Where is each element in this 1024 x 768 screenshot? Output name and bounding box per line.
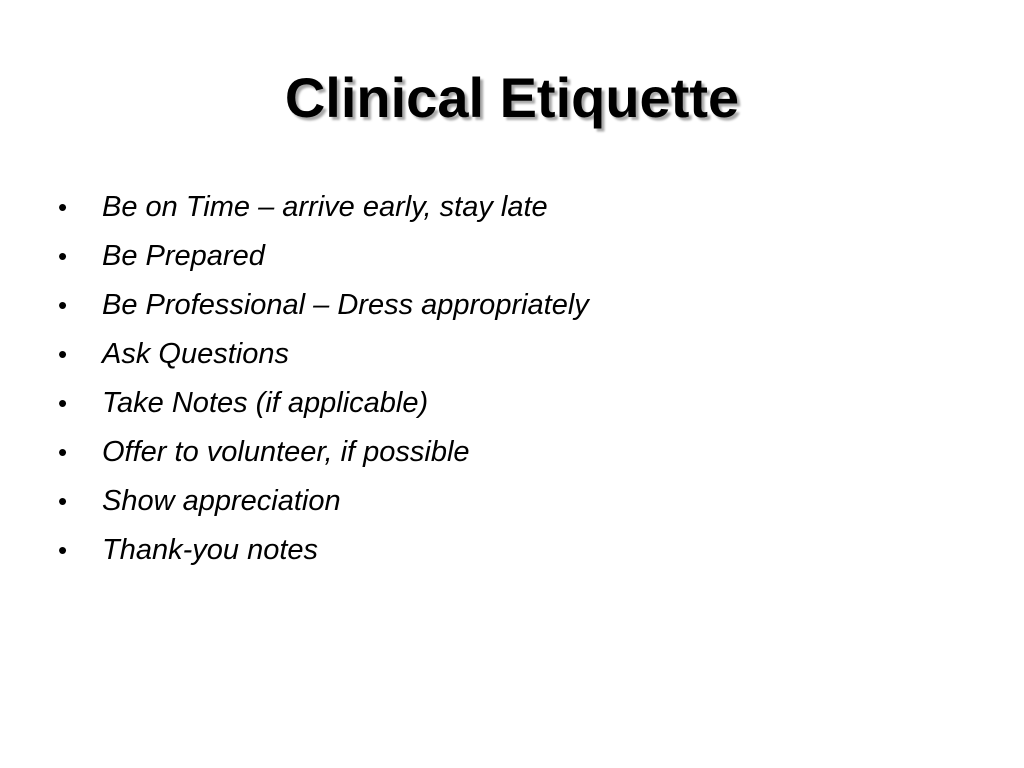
bullet-list [58, 183, 978, 575]
bullet-icon: • [58, 437, 68, 467]
list-item [58, 379, 978, 428]
list-item [58, 330, 978, 379]
bullet-icon: • [58, 535, 68, 565]
bullet-text: Thank-you notes [102, 534, 319, 566]
bullet-icon: • [58, 241, 68, 271]
bullet-icon: • [58, 388, 68, 418]
list-item [58, 183, 978, 232]
list-item [58, 477, 978, 526]
bullet-text: Be on Time – arrive early, stay late [102, 191, 548, 223]
list-item [58, 232, 978, 281]
bullet-text: Ask Questions [102, 338, 289, 370]
bullet-icon: • [58, 486, 68, 516]
bullet-text: Show appreciation [102, 485, 341, 517]
bullet-icon: • [58, 192, 68, 222]
bullet-text: Be Prepared [102, 240, 265, 272]
slide-title: Clinical Etiquette [284, 66, 740, 129]
bullet-text: Offer to volunteer, if possible [102, 436, 470, 468]
list-item [58, 428, 978, 477]
list-item [58, 526, 978, 575]
bullet-icon: • [58, 339, 68, 369]
bullet-text: Take Notes (if applicable) [102, 387, 429, 419]
bullet-text: Be Professional – Dress appropriately [102, 289, 589, 321]
list-item [58, 281, 978, 330]
bullet-icon: • [58, 290, 68, 320]
